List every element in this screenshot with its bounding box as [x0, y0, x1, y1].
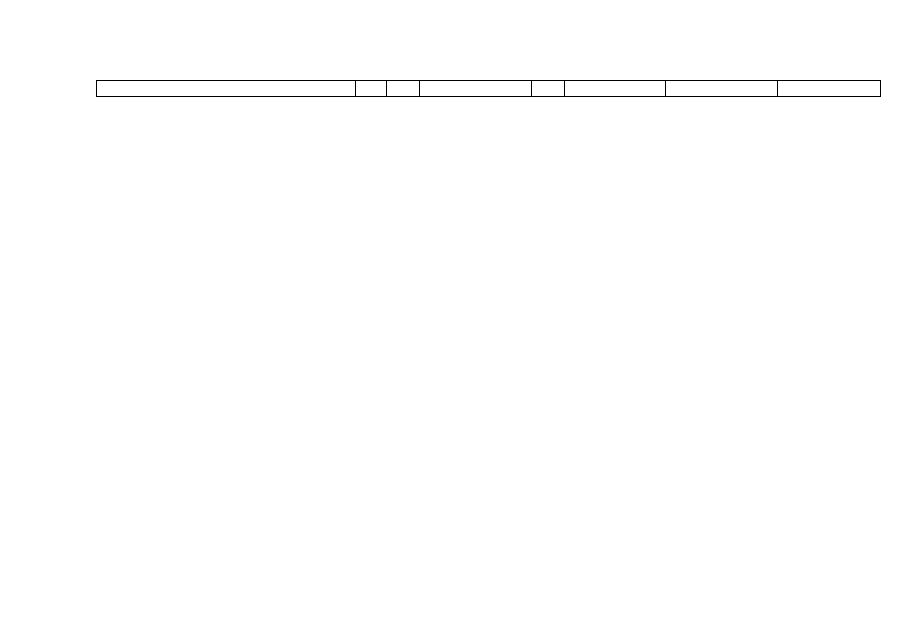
col-header-name: [97, 81, 355, 96]
col-header-2019: [665, 81, 777, 96]
col-header-rz: [355, 81, 386, 96]
col-header-vr: [531, 81, 564, 96]
col-header-2020: [777, 81, 880, 96]
col-header-csr: [419, 81, 531, 96]
table-header: [96, 80, 881, 97]
col-header-pr: [386, 81, 419, 96]
col-header-2018: [564, 81, 665, 96]
